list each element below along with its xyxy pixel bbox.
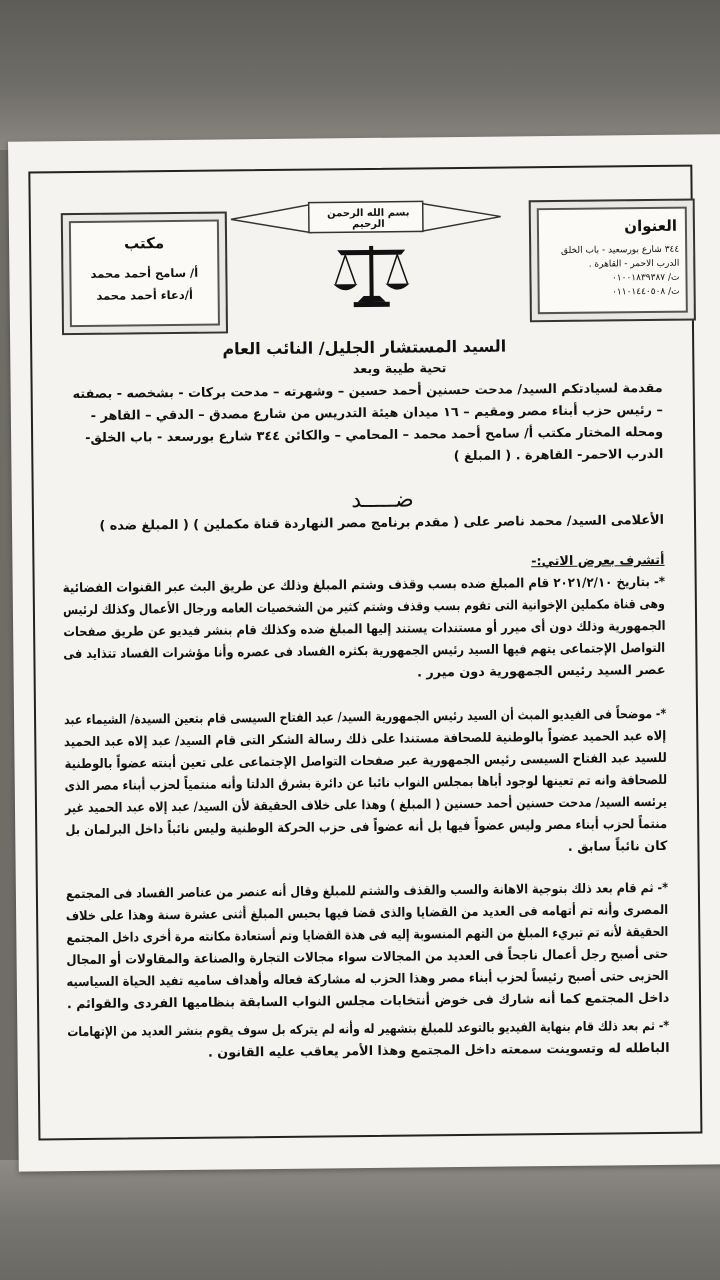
paragraph1-line: *- بتاريخ ٢٠٢١/٢/١٠ قام المبلغ ضده بسب وقذف وشتم المبلغ وذلك عن طريق البث عبر القنوات الفضائية bbox=[62, 574, 665, 597]
paragraph1-line: الجمهورية وذلك دون أى ميرر أو مستندات يستند إليها المبلغ ضده وكذلك قام بنشر فيديو عن طريق صفحات bbox=[62, 618, 666, 641]
intro-line-3: ومحله المختار مكتب أ/ سامح أحمد محمد – المحامي – والكائن ٣٤٤ شارع بورسعد - باب الخلق- bbox=[85, 424, 664, 446]
address-street: ٣٤٤ شارع بورسعيد - باب الخلق bbox=[560, 244, 680, 256]
paragraph3-line: المصرى وأنه تم أتهامه فى العديد من القضايا والذى قضا فيها بحبس المبلغ أثنى عشرة سنة وهذا على خلاف bbox=[65, 902, 669, 925]
address-phone-1: ت/ ٠١٠٠١٨٣٩٣٨٧ bbox=[611, 272, 680, 284]
paragraph4-line: *- ثم بعد ذلك قام بنهاية الفيديو بالتوعد للمبلغ بتشهير له وأنه لم يتركه بل سوف يقوم بنشر العديد من الإتهامات bbox=[67, 1018, 670, 1041]
background-surface-top bbox=[0, 0, 720, 150]
paragraph3-line: الحزبى حتى أصبح رئيساً لحزب أبناء مصر وهذا الحزب له مشاركة فعاله وأهداف ساميه تفيد الحياة السياسيه bbox=[66, 968, 669, 991]
paragraph3-line: حتى أصبح رجل أعمال ناجحاً فى العديد من المجالات سواء مجالات التجارة والصناعة والمقاولات أو المجال bbox=[66, 946, 669, 969]
address-phone-2: ت/ ٠١١٠١٤٤٠٥٠٨ bbox=[612, 286, 680, 298]
address-title: العنوان bbox=[624, 216, 678, 236]
paragraph1-line: عصر السيد رئيس الجمهورية دون ميرر . bbox=[416, 662, 666, 681]
greeting: تحية طيبة وبعد bbox=[352, 361, 447, 378]
paragraph1-line: وهى قناة مكملين الإخوانية التى تقوم بسب وقذف وشتم كثير من الشخصيات العامه ورجال الأعمال وكذلك لرئيس bbox=[63, 596, 665, 619]
paragraph2-line: كان نائباً سابق . bbox=[567, 838, 668, 855]
addressee-heading: السيد المستشار الجليل/ النائب العام bbox=[222, 336, 507, 359]
paragraph3-line: *- ثم قام بعد ذلك بتوجية الاهانة والسب والقذف والشتم للمبلغ وقال أنه عنصر من عناصر الفساد فى المجتمع bbox=[65, 880, 668, 903]
paragraph2-line: يرئسه السيد/ مدحت حسنين أحمد حسنين ( المبلغ ) وهذا على خلاف الحقيقة لأن السيد/ عبد إلاه عبد الحميد غير bbox=[64, 794, 668, 817]
paragraph2-line: للسيد عبد الفتاح السيسى رئيس الجمهورية عبر صفحات التواصل الإجتماعى على تعين أبنته عضواً بالوطنية bbox=[64, 750, 667, 773]
paragraph4-line: الباطله له وتسوينت سمعته داخل المجتمع وهذا الأمر يعاقب عليه القانون . bbox=[207, 1040, 670, 1061]
defendant-line: الأعلامى السيد/ محمد ناصر على ( مقدم برنامج مصر النهاردة قناة مكملين ) ( المبلغ ضده ) bbox=[99, 512, 665, 534]
paragraph2-line: *- موضحاً فى الفيديو المبث أن السيد رئيس الجمهورية السيد/ عبد الفتاح السيسى قام بتعين السيدة/ الشيماء عبد bbox=[63, 706, 667, 729]
paragraph2-line: منتماً لحزب أبناء مصر وليس عضواً فيها بل أنه عضواً فى حزب الحركة الوطنية وليس نائباً داخل البرلمان بل bbox=[65, 816, 668, 839]
office-lawyer-2: أ/دعاء أحمد محمد bbox=[96, 287, 193, 303]
paragraph2-line: للصحافة وانه تم تعينها لوجود أباها بمجلس النواب نائبا عن دائرة بشرق الدلتا وأنه منتمياً لحزب أبناء مصر الذى bbox=[64, 772, 667, 795]
intro-line-2: – رئيس حزب أبناء مصر ومقيم – ١٦ ميدان هيئة التدريس من شارع مصدق – الدقي – القاهر - bbox=[90, 402, 663, 424]
basmala-text: بسم الله الرحمن الرحيم bbox=[327, 207, 410, 231]
document-page bbox=[8, 134, 720, 1171]
background-surface-bottom bbox=[0, 1160, 720, 1280]
scales-of-justice-icon bbox=[331, 240, 412, 313]
page-border bbox=[28, 165, 702, 1141]
office-lawyer-1: أ/ سامح أحمد محمد bbox=[90, 265, 199, 281]
intro-line-1: مقدمة لسيادتكم السيد/ مدحت حسنين أحمد حسين – وشهرته – مدحت بركات - بشخصه - بصفته bbox=[72, 380, 663, 403]
basmala-banner bbox=[231, 199, 501, 242]
address-box bbox=[529, 199, 696, 323]
paragraph3-line: داخل المجتمع كما أنه شارك فى خوض أنتخابات مجلس النواب السابقة بنظاميها الفردى والقوائم . bbox=[66, 990, 670, 1013]
section-title: أتشرف بعرض الاتي:- bbox=[531, 552, 665, 570]
paragraph1-line: التواصل الإجتماعى يتهم فيها السيد رئيس الجمهورية بكثره الفساد فى عصره وأنا مؤشرات الفساد تتذايد فى bbox=[63, 640, 666, 663]
address-district: الدرب الاحمر - القاهرة . bbox=[588, 258, 680, 270]
intro-line-4: الدرب الاحمر- القاهرة . ( المبلغ ) bbox=[453, 446, 664, 465]
paragraph2-line: إلاه عبد الحميد عضواً بالوطنية للصحافة مستندا على ذلك رسالة الشكر التى قام السيد/ عبد إلاه عبد الحميد bbox=[63, 728, 667, 751]
office-title: مكتب bbox=[123, 234, 165, 253]
paragraph3-line: الحقيقة لأنه تم تبريء المبلغ من التهم المنسوبة إليه فى هذة القضايا وتم أستعادة مكانته مرة أخرى داخل المجتمع bbox=[66, 924, 669, 947]
office-box bbox=[61, 211, 228, 335]
against-word: ضـــــد bbox=[351, 487, 414, 514]
